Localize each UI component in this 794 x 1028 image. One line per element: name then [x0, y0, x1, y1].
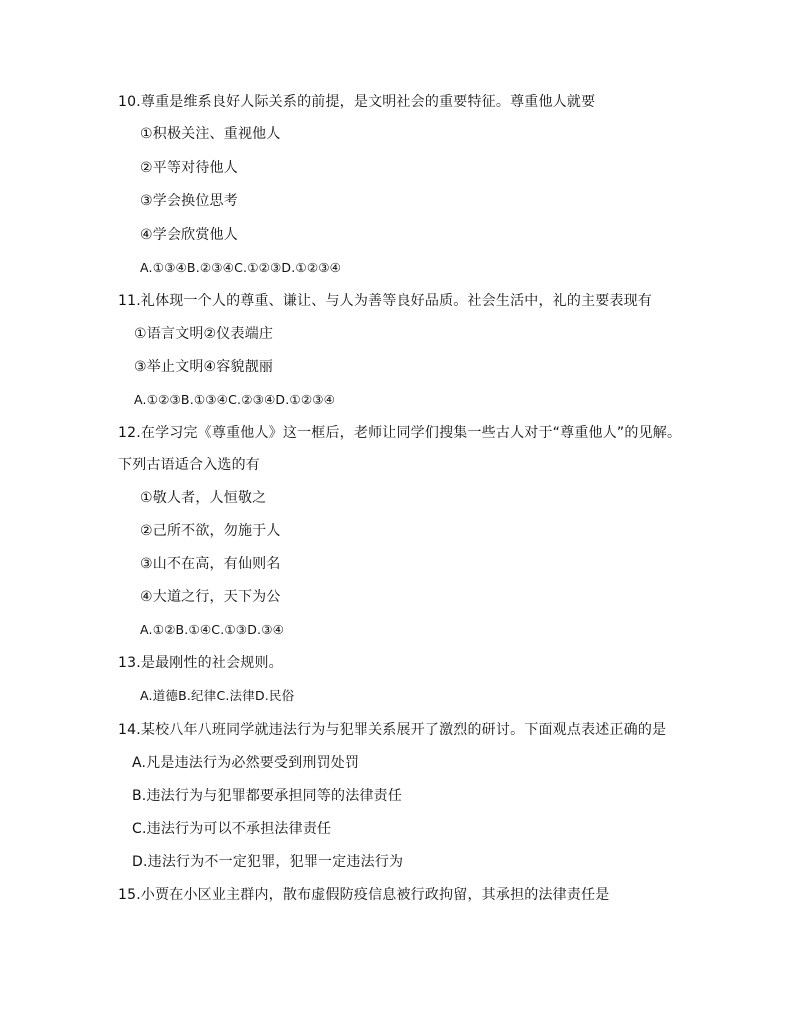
question-15-stem: 15.小贾在小区业主群内，散布虚假防疫信息被行政拘留，其承担的法律责任是	[118, 887, 610, 903]
question-12-stem-continued: 下列古语适合入选的有	[118, 457, 260, 473]
question-14-stem: 14.某校八年八班同学就违法行为与犯罪关系展开了激烈的研讨。下面观点表述正确的是	[118, 722, 667, 738]
question-10-item-1: ①积极关注、重视他人	[140, 126, 281, 142]
question-10-item-4: ④学会欣赏他人	[140, 227, 238, 243]
question-14-choice-a: A.凡是违法行为必然要受到刑罚处罚	[132, 755, 360, 771]
question-10-item-2: ②平等对待他人	[140, 160, 238, 176]
question-11-options: A.①②③B.①③④C.②③④D.①②③④	[134, 392, 336, 407]
question-14-choice-d: D.违法行为不一定犯罪，犯罪一定违法行为	[132, 854, 404, 870]
question-14-choice-b: B.违法行为与犯罪都要承担同等的法律责任	[132, 788, 403, 804]
question-12-item-2: ②己所不欲，勿施于人	[140, 523, 281, 539]
question-10-item-3: ③学会换位思考	[140, 193, 238, 209]
question-12-item-1: ①敬人者，人恒敬之	[140, 490, 267, 506]
question-12-item-4: ④大道之行，天下为公	[140, 589, 281, 605]
question-11-stem: 11.礼体现一个人的尊重、谦让、与人为善等良好品质。社会生活中，礼的主要表现有	[118, 293, 653, 309]
question-13-options: A.道德B.纪律C.法律D.民俗	[140, 688, 295, 703]
question-14-choice-c: C.违法行为可以不承担法律责任	[132, 821, 332, 837]
question-11-item-2: ③举止文明④容貌靓丽	[134, 359, 274, 375]
question-12-stem: 12.在学习完《尊重他人》这一框后，老师让同学们搜集一些古人对于“尊重他人”的见解。	[118, 425, 682, 441]
question-10-stem: 10.尊重是维系良好人际关系的前提，是文明社会的重要特征。尊重他人就要	[118, 94, 596, 110]
question-10-options: A.①③④B.②③④C.①②③D.①②③④	[140, 260, 342, 275]
question-12-options: A.①②B.①④C.①③D.③④	[140, 622, 285, 637]
question-13-stem: 13.是最刚性的社会规则。	[118, 655, 283, 671]
question-11-item-1: ①语言文明②仪表端庄	[134, 326, 274, 342]
question-12-item-3: ③山不在高，有仙则名	[140, 556, 281, 572]
